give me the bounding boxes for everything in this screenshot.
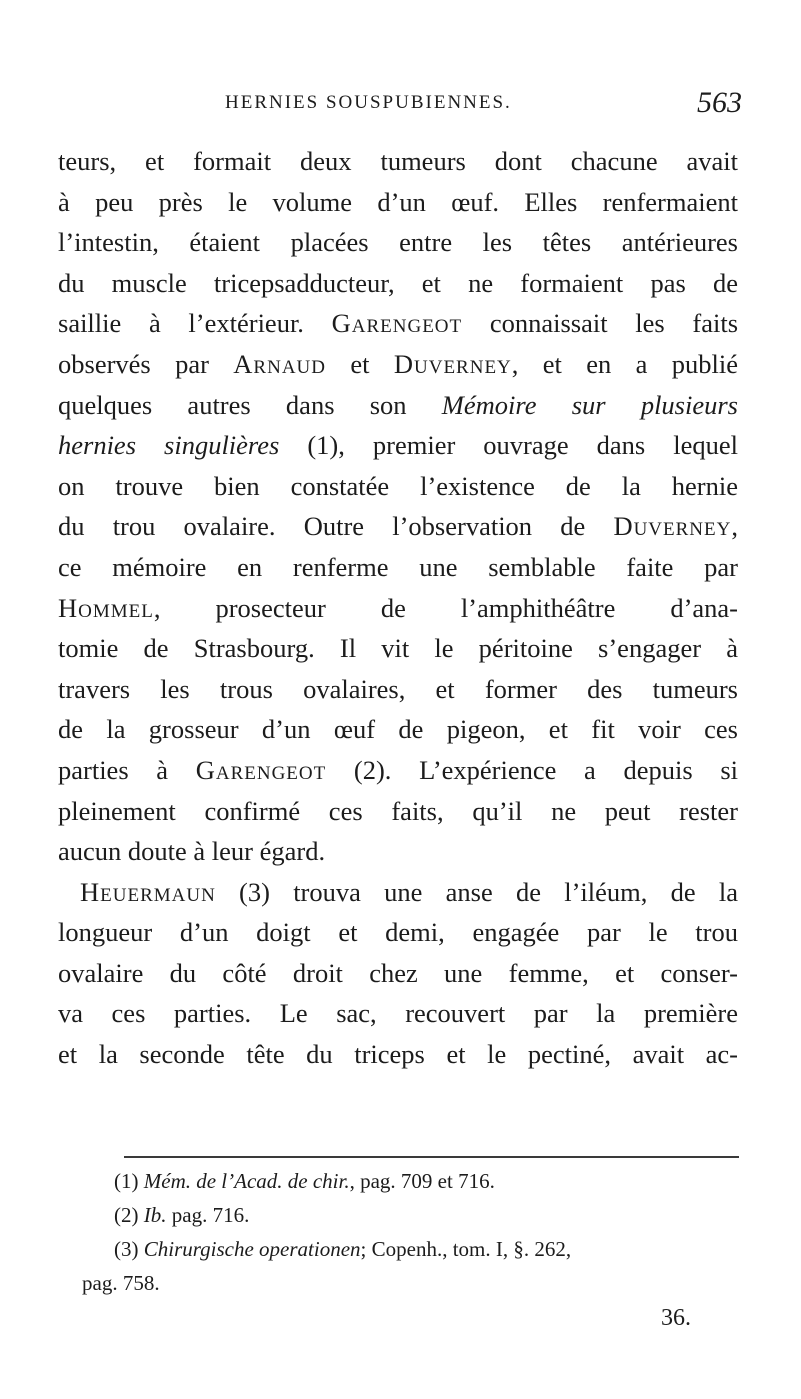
text-run: longueur d’un doigt et demi, engagée par le trou [58,917,738,948]
text-run: observés par [58,348,234,379]
signature-mark: 36. [661,1305,691,1331]
text-line [58,182,738,223]
text-run: (2). L’expérience a depuis si [326,754,738,785]
footnote-marker: (1) [114,1169,144,1193]
footnote-marker: (2) [114,1203,144,1227]
text-run: du trou ovalaire. Outre l’observation de [58,511,614,542]
text-run: , prosecteur de l’amphithéâtre d’ana- [153,592,738,623]
text-line [58,263,738,304]
footnote [82,1198,742,1232]
text-run: saillie à l’extérieur. [58,308,332,339]
text-line [58,831,738,872]
author-name: Duverney [613,511,732,542]
body-text [58,141,738,1075]
text-run: teurs, et formait deux tumeurs dont chacune avait [58,146,738,176]
text-line [58,953,738,994]
author-name: Heuermaun [80,876,216,907]
text-run: ovalaire du côté droit chez une femme, et conser- [58,957,738,988]
text-run: , [731,511,738,542]
text-line [58,872,738,913]
author-name: Garengeot [331,308,463,339]
text-run: pleinement confirmé ces faits, qu’il ne peut rester [58,795,738,826]
text-line [58,588,738,629]
author-name: Duverney [393,348,512,379]
footnote-divider [124,1156,739,1158]
text-line [58,506,738,547]
work-title: Mémoire sur plusieurs [441,389,738,420]
text-line [58,222,738,263]
footnote [82,1164,742,1198]
text-line [58,466,738,507]
text-run: ce mémoire en renferme une semblable faite par [58,551,738,582]
text-run: à peu près le volume d’un œuf. Elles renfermaient [58,186,738,217]
text-run: on trouve bien constatée l’existence de la hernie [58,470,738,501]
text-line [58,669,738,710]
text-run: (3) trouva une anse de l’iléum, de la [215,876,738,907]
page-number: 563 [697,86,742,119]
footnote-text: pag. 716. [166,1203,250,1227]
author-name: Hommel [58,592,154,623]
text-run: tomie de Strasbourg. Il vit le péritoine s’engager à [58,633,738,664]
text-line [58,628,738,669]
footnote-continuation [82,1266,742,1300]
footnote-text: , pag. 709 et 716. [349,1169,495,1193]
text-line [58,993,738,1034]
text-run: (1), premier ouvrage dans lequel [279,430,738,461]
text-run: et [326,348,394,379]
footnotes [82,1164,742,1300]
text-run: aucun doute à leur égard. [58,836,326,867]
footnote-text: pag. 758. [82,1271,160,1295]
footnote-source: Ib. [143,1203,167,1227]
text-run: connaissait les faits [462,308,739,339]
text-line [58,141,738,182]
author-name: Garengeot [195,754,327,785]
running-title: HERNIES SOUSPUBIENNES. [225,92,512,113]
text-run: du muscle tricepsadducteur, et ne formaient pas de [58,267,738,298]
text-line [58,750,738,791]
text-line [58,912,738,953]
footnote [82,1232,742,1266]
text-run: parties à [58,754,196,785]
author-name: Arnaud [233,348,326,379]
text-line [58,791,738,832]
text-run: travers les trous ovalaires, et former des tumeurs [58,673,738,704]
work-title: hernies singulières [58,430,280,461]
text-line [58,709,738,750]
text-run: et la seconde tête du triceps et le pectiné, avait ac- [58,1039,738,1070]
footnote-marker: (3) [114,1237,144,1261]
text-run: va ces parties. Le sac, recouvert par la première [58,998,738,1029]
text-run: , et en a publié [511,348,739,379]
text-line [58,303,738,344]
footnote-source: Mém. de l’Acad. de chir. [143,1169,350,1193]
text-run: l’intestin, étaient placées entre les têtes antérieures [58,227,738,258]
text-line [58,425,738,466]
footnote-text: ; Copenh., tom. I, §. 262, [360,1237,572,1261]
text-line [58,547,738,588]
text-line [58,1034,738,1075]
text-run: de la grosseur d’un œuf de pigeon, et fit voir ces [58,714,738,745]
text-run: quelques autres dans son [58,389,442,420]
text-line [58,344,738,385]
text-line [58,385,738,426]
footnote-source: Chirurgische operationen [143,1237,361,1261]
